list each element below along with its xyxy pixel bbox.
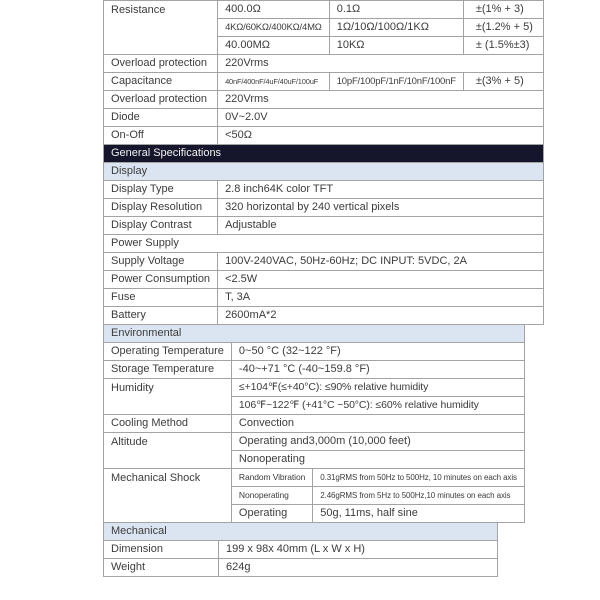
capacitance-range: 40nF/400nF/4uF/40uF/100uF (218, 73, 330, 91)
mechanical-shock-label: Mechanical Shock (104, 469, 232, 523)
fuse-value: T, 3A (218, 289, 544, 307)
table-row (104, 199, 544, 217)
table-row (104, 217, 544, 235)
table-row (104, 1, 544, 19)
supply-voltage-value: 100V-240VAC, 50Hz-60Hz; DC INPUT: 5VDC, 2A (218, 253, 544, 271)
table-row (104, 469, 525, 487)
humidity-label: Humidity (104, 379, 232, 415)
humidity-value-2: 106℉~122℉ (+41°C ~50°C): ≤60% relative humidity (231, 397, 524, 415)
display-resolution-label: Display Resolution (104, 199, 218, 217)
cooling-method-label: Cooling Method (104, 415, 232, 433)
overload-protection-2-label: Overload protection (104, 91, 218, 109)
section-header-power-supply: Power Supply (104, 235, 544, 253)
altitude-label: Altitude (104, 433, 232, 469)
resistance-range-1: 400.0Ω (218, 1, 330, 19)
cooling-method-value: Convection (231, 415, 524, 433)
display-contrast-label: Display Contrast (104, 217, 218, 235)
table-row (104, 109, 544, 127)
display-contrast-value: Adjustable (218, 217, 544, 235)
resistance-resolution-3: 10KΩ (329, 37, 463, 55)
table-row (104, 127, 544, 145)
shock-condition-1: Random Vibration (231, 469, 312, 487)
section-header-mechanical: Mechanical (104, 523, 498, 541)
table-row (104, 559, 498, 577)
table-row (104, 307, 544, 325)
battery-label: Battery (104, 307, 218, 325)
resistance-accuracy-1: ±(1% + 3) (463, 1, 543, 19)
operating-temperature-label: Operating Temperature (104, 343, 232, 361)
overload-protection-2-value: 220Vrms (218, 91, 544, 109)
altitude-value-2: Nonoperating (231, 451, 524, 469)
humidity-value-1: ≤+104℉(≤+40°C): ≤90% relative humidity (231, 379, 524, 397)
section-header-environmental: Environmental (104, 325, 525, 343)
weight-value: 624g (219, 559, 498, 577)
table-row (104, 163, 544, 181)
storage-temperature-label: Storage Temperature (104, 361, 232, 379)
table-row (104, 235, 544, 253)
capacitance-label: Capacitance (104, 73, 218, 91)
section-header-general-specifications: General Specifications (104, 145, 544, 163)
resistance-label: Resistance (104, 1, 218, 55)
on-off-label: On-Off (104, 127, 218, 145)
display-type-value: 2.8 inch64K color TFT (218, 181, 544, 199)
table-row (104, 433, 525, 451)
table-row (104, 289, 544, 307)
on-off-value: <50Ω (218, 127, 544, 145)
resistance-accuracy-2: ±(1.2% + 5) (463, 19, 543, 37)
resistance-accuracy-3: ± (1.5%±3) (463, 37, 543, 55)
display-type-label: Display Type (104, 181, 218, 199)
resistance-range-3: 40.00MΩ (218, 37, 330, 55)
specification-sheet (103, 0, 544, 577)
table-row (104, 541, 498, 559)
shock-value-3: 50g, 11ms, half sine (313, 505, 525, 523)
mechanical-table (103, 522, 498, 577)
altitude-value-1: Operating and3,000m (10,000 feet) (231, 433, 524, 451)
shock-value-1: 0.31gRMS from 50Hz to 500Hz, 10 minutes on each axis (313, 469, 525, 487)
power-consumption-value: <2.5W (218, 271, 544, 289)
diode-label: Diode (104, 109, 218, 127)
table-row (104, 361, 525, 379)
table-row (104, 325, 525, 343)
table-row (104, 181, 544, 199)
battery-value: 2600mA*2 (218, 307, 544, 325)
section-header-display: Display (104, 163, 544, 181)
table-row (104, 253, 544, 271)
overload-protection-1-value: 220Vrms (218, 55, 544, 73)
table-row (104, 343, 525, 361)
capacitance-resolution: 10pF/100pF/1nF/10nF/100nF (329, 73, 463, 91)
table-row (104, 145, 544, 163)
overload-protection-1-label: Overload protection (104, 55, 218, 73)
table-row (104, 73, 544, 91)
dimension-label: Dimension (104, 541, 219, 559)
weight-label: Weight (104, 559, 219, 577)
table-row (104, 379, 525, 397)
diode-value: 0V~2.0V (218, 109, 544, 127)
fuse-label: Fuse (104, 289, 218, 307)
power-consumption-label: Power Consumption (104, 271, 218, 289)
table-row (104, 523, 498, 541)
resistance-range-2: 4KΩ/60KΩ/400KΩ/4MΩ (218, 19, 330, 37)
environmental-table (103, 324, 525, 523)
shock-condition-3: Operating (231, 505, 312, 523)
capacitance-accuracy: ±(3% + 5) (463, 73, 543, 91)
supply-voltage-label: Supply Voltage (104, 253, 218, 271)
shock-condition-2: Nonoperating (231, 487, 312, 505)
storage-temperature-value: -40~+71 °C (-40~159.8 °F) (231, 361, 524, 379)
table-row (104, 91, 544, 109)
electrical-general-table (103, 0, 544, 325)
operating-temperature-value: 0~50 °C (32~122 °F) (231, 343, 524, 361)
table-row (104, 415, 525, 433)
table-row (104, 55, 544, 73)
resistance-resolution-2: 1Ω/10Ω/100Ω/1KΩ (329, 19, 463, 37)
table-row (104, 271, 544, 289)
resistance-resolution-1: 0.1Ω (329, 1, 463, 19)
dimension-value: 199 x 98x 40mm (L x W x H) (219, 541, 498, 559)
display-resolution-value: 320 horizontal by 240 vertical pixels (218, 199, 544, 217)
shock-value-2: 2.46gRMS from 5Hz to 500Hz,10 minutes on each axis (313, 487, 525, 505)
